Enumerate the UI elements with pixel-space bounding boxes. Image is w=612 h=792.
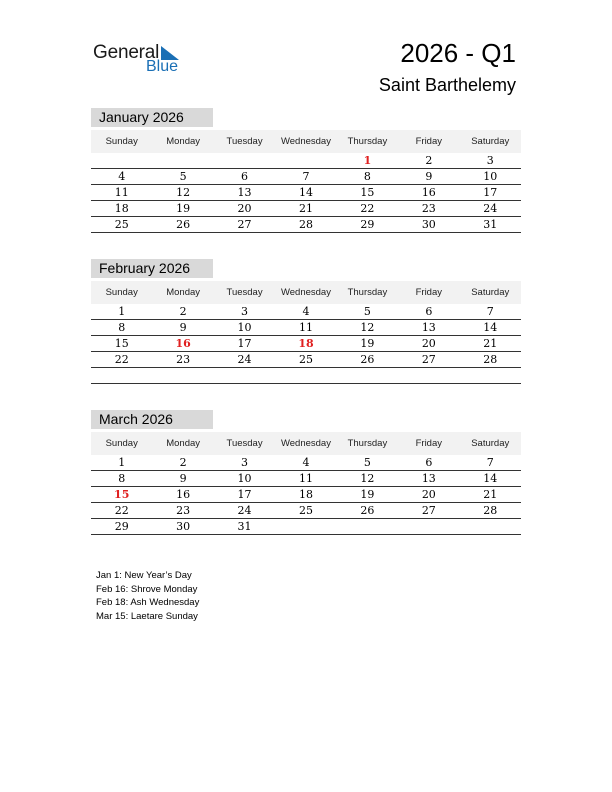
day-cell: 25 [298, 504, 313, 517]
day-cell: 10 [483, 170, 498, 183]
day-cell: 3 [241, 305, 249, 318]
weekday-label: Friday [415, 136, 443, 147]
weekday-label: Saturday [471, 287, 510, 298]
day-cell: 18 [114, 202, 129, 215]
day-cell [460, 519, 521, 534]
weekday-label: Friday [415, 287, 443, 298]
day-cell: 21 [483, 337, 498, 350]
day-cell: 21 [298, 202, 313, 215]
weekday-label: Monday [166, 287, 201, 298]
week-row [91, 368, 521, 384]
day-cell: 11 [114, 186, 129, 199]
holiday-item: Jan 1: New Year’s Day [96, 570, 192, 581]
day-cell [460, 368, 521, 383]
day-cell: 7 [486, 456, 494, 469]
day-cell: 7 [302, 170, 310, 183]
month-february [91, 259, 521, 384]
week-row [91, 336, 521, 352]
week-row [91, 153, 521, 169]
day-cell: 4 [118, 170, 126, 183]
holiday-item: Mar 15: Laetare Sunday [96, 610, 198, 622]
day-cell: 13 [237, 186, 252, 199]
day-cell: 23 [176, 353, 191, 366]
day-cell: 3 [241, 456, 249, 469]
week-row [91, 487, 521, 503]
day-cell: 22 [114, 353, 129, 366]
day-cell: 6 [425, 305, 433, 318]
week-row [91, 455, 521, 471]
day-cell: 5 [363, 305, 371, 318]
day-cell: 14 [483, 472, 498, 485]
day-cell: 16 [421, 186, 436, 199]
day-cell: 23 [421, 202, 436, 215]
weekday-header-row [91, 432, 521, 455]
day-cell [398, 519, 459, 534]
day-cell: 9 [179, 472, 187, 485]
day-cell: 31 [483, 218, 498, 231]
day-cell: 27 [237, 218, 252, 231]
day-cell [152, 368, 213, 383]
day-cell: 6 [241, 170, 249, 183]
day-cell: 22 [360, 202, 375, 215]
weekday-label: Tuesday [226, 287, 263, 298]
day-cell: 12 [360, 321, 375, 334]
day-cell: 1 [118, 305, 126, 318]
week-row [91, 503, 521, 519]
day-cell: 26 [176, 218, 191, 231]
day-cell: 16 [175, 337, 191, 350]
day-cell: 31 [237, 520, 252, 533]
day-cell: 2 [179, 456, 187, 469]
weekday-label: Sunday [105, 287, 138, 298]
day-cell [337, 519, 398, 534]
logo-general-text: General [93, 42, 160, 63]
weekday-label: Thursday [347, 287, 388, 298]
day-cell: 10 [237, 321, 252, 334]
day-cell: 14 [483, 321, 498, 334]
weekday-label: Friday [415, 438, 443, 449]
day-cell: 19 [176, 202, 191, 215]
day-cell: 24 [237, 504, 252, 517]
week-row [91, 185, 521, 201]
day-cell [214, 153, 275, 168]
day-cell: 25 [298, 353, 313, 366]
day-cell: 8 [118, 472, 126, 485]
day-cell: 9 [179, 321, 187, 334]
day-cell: 8 [363, 170, 371, 183]
week-row [91, 217, 521, 233]
day-cell: 23 [176, 504, 191, 517]
day-cell: 17 [237, 337, 252, 350]
weekday-label: Saturday [471, 136, 510, 147]
weekday-label: Sunday [105, 438, 138, 449]
day-cell [152, 153, 213, 168]
month-january [91, 108, 521, 233]
holiday-item: Feb 16: Shrove Monday [96, 583, 198, 595]
day-cell: 1 [118, 456, 126, 469]
month-march [91, 410, 521, 535]
weekday-label: Wednesday [280, 438, 331, 449]
day-cell: 5 [179, 170, 187, 183]
day-cell [398, 368, 459, 383]
day-cell: 24 [237, 353, 252, 366]
week-row [91, 169, 521, 185]
day-cell: 30 [176, 520, 191, 533]
day-cell: 28 [483, 353, 498, 366]
day-cell: 5 [363, 456, 371, 469]
day-cell [91, 368, 152, 383]
day-cell: 19 [360, 488, 375, 501]
weekday-label: Monday [166, 438, 201, 449]
day-cell: 8 [118, 321, 126, 334]
day-cell: 18 [298, 337, 314, 350]
day-cell: 17 [483, 186, 498, 199]
day-cell: 15 [360, 186, 375, 199]
week-row [91, 201, 521, 217]
day-cell: 27 [421, 504, 436, 517]
day-cell: 16 [176, 488, 191, 501]
day-cell: 24 [483, 202, 498, 215]
day-cell: 26 [360, 504, 375, 517]
day-cell: 2 [425, 154, 433, 167]
weekday-label: Sunday [105, 136, 138, 147]
day-cell: 4 [302, 456, 310, 469]
day-cell: 12 [360, 472, 375, 485]
week-row [91, 471, 521, 487]
day-cell: 29 [114, 520, 129, 533]
day-cell: 6 [425, 456, 433, 469]
day-cell: 29 [360, 218, 375, 231]
month-name: March 2026 [91, 410, 213, 429]
day-cell: 7 [486, 305, 494, 318]
weekday-label: Tuesday [226, 136, 263, 147]
week-row [91, 320, 521, 336]
weekday-label: Wednesday [280, 136, 331, 147]
day-cell: 13 [421, 472, 436, 485]
day-cell: 2 [179, 305, 187, 318]
day-cell [214, 368, 275, 383]
day-cell: 3 [486, 154, 494, 167]
weekday-header-row [91, 281, 521, 304]
day-cell: 15 [114, 488, 130, 501]
day-cell: 11 [298, 321, 313, 334]
weekday-label: Thursday [347, 438, 388, 449]
brand-logo [93, 42, 193, 78]
day-cell: 4 [302, 305, 310, 318]
day-cell: 27 [421, 353, 436, 366]
day-cell [275, 153, 336, 168]
month-name: January 2026 [91, 108, 213, 127]
day-cell: 18 [298, 488, 313, 501]
day-cell: 13 [421, 321, 436, 334]
page-title: 2026 - Q1 [400, 38, 516, 68]
month-name: February 2026 [91, 259, 213, 278]
day-cell: 15 [114, 337, 129, 350]
day-cell: 26 [360, 353, 375, 366]
week-row [91, 304, 521, 320]
day-cell: 20 [421, 337, 436, 350]
weekday-header-row [91, 130, 521, 153]
page-subtitle: Saint Barthelemy [378, 75, 516, 95]
day-cell: 11 [298, 472, 313, 485]
day-cell: 20 [237, 202, 252, 215]
week-row [91, 519, 521, 535]
day-cell: 21 [483, 488, 498, 501]
weekday-label: Wednesday [280, 287, 331, 298]
day-cell: 30 [421, 218, 436, 231]
day-cell [337, 368, 398, 383]
holiday-item: Feb 18: Ash Wednesday [96, 597, 200, 609]
day-cell: 14 [298, 186, 313, 199]
weekday-label: Monday [166, 136, 201, 147]
week-row [91, 352, 521, 368]
day-cell: 25 [114, 218, 129, 231]
day-cell [91, 153, 152, 168]
day-cell: 28 [298, 218, 313, 231]
weekday-label: Tuesday [226, 438, 263, 449]
day-cell: 20 [421, 488, 436, 501]
weekday-label: Thursday [347, 136, 388, 147]
day-cell: 28 [483, 504, 498, 517]
day-cell: 17 [237, 488, 252, 501]
day-cell: 1 [363, 154, 372, 167]
day-cell: 19 [360, 337, 375, 350]
day-cell: 22 [114, 504, 129, 517]
day-cell: 10 [237, 472, 252, 485]
weekday-label: Saturday [471, 438, 510, 449]
day-cell: 12 [176, 186, 191, 199]
holiday-list [96, 569, 199, 623]
logo-blue-text: Blue [146, 58, 179, 75]
day-cell: 9 [425, 170, 433, 183]
day-cell [275, 519, 336, 534]
day-cell [275, 368, 336, 383]
